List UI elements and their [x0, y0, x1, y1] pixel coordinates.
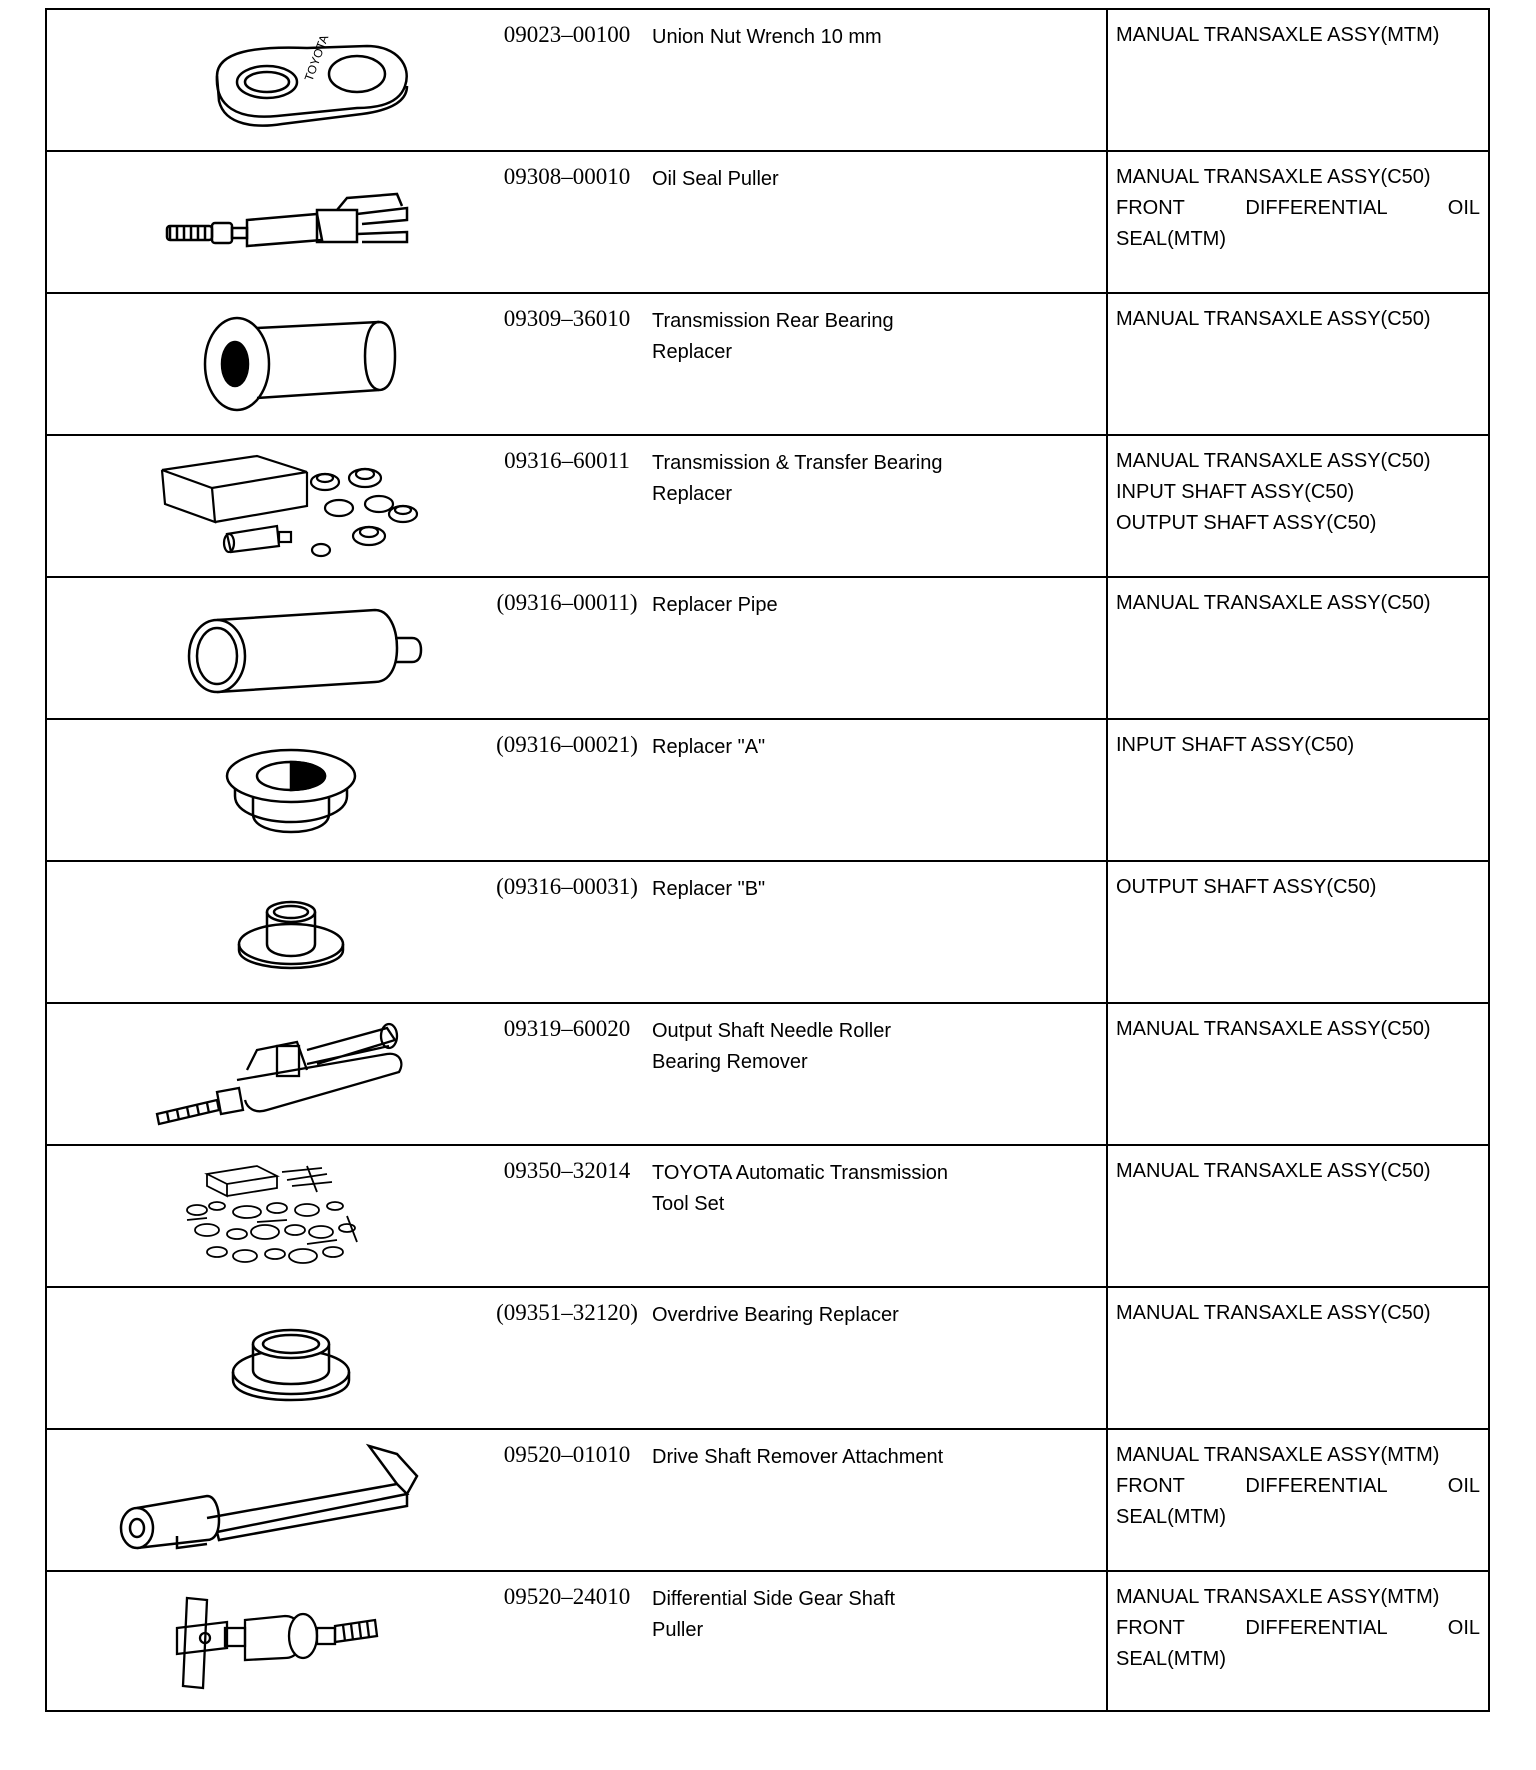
part-number: 09023–00100	[503, 22, 631, 47]
table-row	[46, 861, 1489, 1003]
tool-cell	[46, 861, 1107, 1003]
usage-line: MANUAL TRANSAXLE ASSY(C50)	[1116, 592, 1431, 614]
usage-line: MANUAL TRANSAXLE ASSY(C50)	[1116, 450, 1431, 472]
usage-line: SEAL(MTM)	[1116, 1648, 1226, 1670]
usage-line: FRONT DIFFERENTIAL OIL	[1116, 197, 1480, 219]
tool-description: Output Shaft Needle Roller Bearing Remover	[652, 1020, 892, 1073]
part-number: 09308–00010	[503, 164, 631, 189]
usage-cell	[1107, 1287, 1489, 1429]
tool-cell	[46, 435, 1107, 577]
union-nut-wrench-icon	[107, 16, 467, 142]
usage-line: FRONT DIFFERENTIAL OIL	[1116, 1475, 1480, 1497]
usage-cell	[1107, 435, 1489, 577]
needle-bearing-remover-icon	[107, 1010, 467, 1136]
usage-line: MANUAL TRANSAXLE ASSY(MTM)	[1116, 1586, 1440, 1608]
usage-line: OUTPUT SHAFT ASSY(C50)	[1116, 512, 1377, 534]
usage-line: MANUAL TRANSAXLE ASSY(C50)	[1116, 1302, 1431, 1324]
table-row	[46, 577, 1489, 719]
tool-description: Replacer "A"	[652, 736, 766, 758]
usage-cell	[1107, 719, 1489, 861]
tool-cell	[46, 9, 1107, 151]
part-number: 09316–60011	[504, 448, 630, 473]
usage-line: MANUAL TRANSAXLE ASSY(C50)	[1116, 1160, 1431, 1182]
tool-description: Oil Seal Puller	[652, 168, 779, 190]
part-number: (09316–00011)	[496, 590, 638, 615]
tool-cell	[46, 1287, 1107, 1429]
tool-description: Union Nut Wrench 10 mm	[652, 26, 882, 48]
part-number: 09520–24010	[503, 1584, 631, 1609]
table-row	[46, 435, 1489, 577]
part-number: (09351–32120)	[496, 1300, 638, 1325]
usage-cell	[1107, 1003, 1489, 1145]
replacer-pipe-icon	[107, 584, 467, 710]
table-row	[46, 719, 1489, 861]
part-number: 09319–60020	[503, 1016, 631, 1041]
overdrive-bearing-replacer-icon	[107, 1294, 467, 1420]
sst-table-body	[46, 9, 1489, 1711]
usage-cell	[1107, 861, 1489, 1003]
replacer-a-icon	[107, 726, 467, 852]
bearing-replacer-set-icon	[107, 442, 467, 568]
table-row	[46, 1287, 1489, 1429]
tool-description: Replacer "B"	[652, 878, 766, 900]
part-number: 09309–36010	[503, 306, 631, 331]
tool-description: TOYOTA Automatic Transmission Tool Set	[652, 1162, 949, 1215]
tool-set-icon	[107, 1152, 467, 1278]
tool-description: Drive Shaft Remover Attachment	[652, 1446, 944, 1468]
table-row	[46, 1571, 1489, 1711]
usage-cell	[1107, 9, 1489, 151]
usage-line: INPUT SHAFT ASSY(C50)	[1116, 734, 1355, 756]
tool-description: Overdrive Bearing Replacer	[652, 1304, 899, 1326]
usage-cell	[1107, 1145, 1489, 1287]
svg-text:TOYOTA: TOYOTA	[301, 32, 332, 84]
usage-cell	[1107, 293, 1489, 435]
tool-cell	[46, 1571, 1107, 1711]
usage-line: MANUAL TRANSAXLE ASSY(C50)	[1116, 166, 1431, 188]
tool-description: Differential Side Gear Shaft Puller	[652, 1588, 896, 1641]
tool-cell	[46, 1429, 1107, 1571]
table-row	[46, 293, 1489, 435]
table-row	[46, 1145, 1489, 1287]
tool-cell	[46, 719, 1107, 861]
usage-line: MANUAL TRANSAXLE ASSY(MTM)	[1116, 1444, 1440, 1466]
tool-cell	[46, 577, 1107, 719]
tool-cell	[46, 1003, 1107, 1145]
side-gear-shaft-puller-icon	[107, 1578, 467, 1704]
usage-cell	[1107, 1429, 1489, 1571]
usage-cell	[1107, 151, 1489, 293]
usage-cell	[1107, 577, 1489, 719]
usage-cell	[1107, 1571, 1489, 1711]
part-number: (09316–00031)	[496, 874, 638, 899]
tool-cell	[46, 1145, 1107, 1287]
table-row	[46, 1429, 1489, 1571]
drive-shaft-remover-icon	[107, 1436, 467, 1562]
oil-seal-puller-icon	[107, 158, 467, 284]
usage-line: MANUAL TRANSAXLE ASSY(C50)	[1116, 1018, 1431, 1040]
usage-line: SEAL(MTM)	[1116, 228, 1226, 250]
tool-description: Transmission Rear Bearing Replacer	[652, 310, 894, 363]
rear-bearing-replacer-icon	[107, 300, 467, 426]
table-row	[46, 151, 1489, 293]
part-number: 09520–01010	[503, 1442, 631, 1467]
usage-line: MANUAL TRANSAXLE ASSY(MTM)	[1116, 24, 1440, 46]
replacer-b-icon	[107, 868, 467, 994]
tool-cell	[46, 151, 1107, 293]
tool-description: Replacer Pipe	[652, 594, 778, 616]
part-number: 09350–32014	[503, 1158, 631, 1183]
usage-line: OUTPUT SHAFT ASSY(C50)	[1116, 876, 1377, 898]
usage-line: FRONT DIFFERENTIAL OIL	[1116, 1617, 1480, 1639]
part-number: (09316–00021)	[496, 732, 638, 757]
tool-cell	[46, 293, 1107, 435]
usage-line: SEAL(MTM)	[1116, 1506, 1226, 1528]
table-row	[46, 1003, 1489, 1145]
usage-line: MANUAL TRANSAXLE ASSY(C50)	[1116, 308, 1431, 330]
tool-description: Transmission & Transfer Bearing Replacer	[652, 452, 943, 505]
table-row	[46, 9, 1489, 151]
sst-table	[45, 8, 1490, 1712]
usage-line: INPUT SHAFT ASSY(C50)	[1116, 481, 1355, 503]
